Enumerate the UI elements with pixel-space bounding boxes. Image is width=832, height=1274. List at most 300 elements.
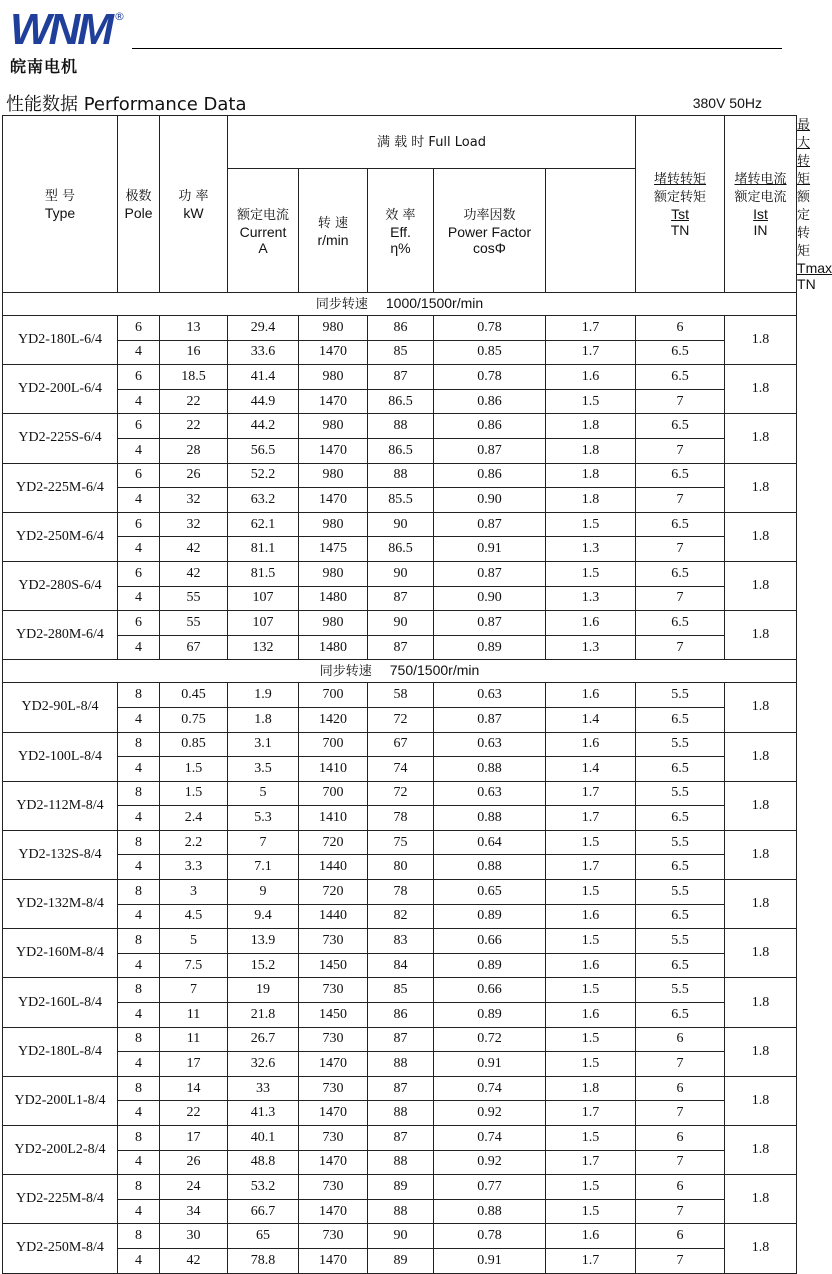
table-row: [3, 781, 797, 806]
max-torque-cell: 1.8: [725, 414, 797, 463]
table-row: [3, 806, 797, 831]
data-cell: 730: [299, 1224, 368, 1249]
data-cell: 1.5: [546, 1175, 636, 1200]
data-cell: 4: [118, 438, 160, 463]
model-type-cell: YD2-160L-8/4: [3, 978, 118, 1027]
table-row: [3, 561, 797, 586]
data-cell: 6.5: [636, 1003, 725, 1028]
data-cell: 0.89: [434, 635, 546, 660]
data-cell: 980: [299, 611, 368, 636]
data-cell: 1.5: [546, 512, 636, 537]
max-torque-cell: 1.8: [725, 1027, 797, 1076]
data-cell: 6.5: [636, 414, 725, 439]
max-torque-cell: 1.8: [725, 1175, 797, 1224]
table-header: 型 号 Type 极数 Pole 功 率 kW 满 载 时 Full Load 堵转转矩 额定转矩 Tst TN 堵转电流 额定电流 Ist IN 最大转矩 额定转矩 Tmax TN 额定电流 Current A 转 速 r/min 效 率 Eff. η% 功率因数 Power Factor cosΦ: [3, 116, 797, 293]
model-type-cell: YD2-225M-6/4: [3, 463, 118, 512]
data-cell: 90: [368, 1224, 434, 1249]
data-cell: 24: [160, 1175, 228, 1200]
data-cell: 22: [160, 1101, 228, 1126]
data-cell: 87: [368, 586, 434, 611]
data-cell: 1.4: [546, 707, 636, 732]
data-cell: 48.8: [228, 1150, 299, 1175]
data-cell: 5.5: [636, 929, 725, 954]
col-power: 功 率 kW: [160, 116, 228, 293]
data-cell: 53.2: [228, 1175, 299, 1200]
max-torque-cell: 1.8: [725, 316, 797, 365]
data-cell: 0.63: [434, 683, 546, 708]
data-cell: 0.77: [434, 1175, 546, 1200]
data-cell: 4: [118, 1052, 160, 1077]
model-type-cell: YD2-132M-8/4: [3, 880, 118, 929]
data-cell: 80: [368, 855, 434, 880]
data-cell: 0.89: [434, 953, 546, 978]
data-cell: 4: [118, 389, 160, 414]
data-cell: 730: [299, 1027, 368, 1052]
data-cell: 0.89: [434, 1003, 546, 1028]
data-cell: 1.7: [546, 316, 636, 341]
data-cell: 1470: [299, 1150, 368, 1175]
data-cell: 1470: [299, 488, 368, 513]
data-cell: 85.5: [368, 488, 434, 513]
data-cell: 6: [118, 316, 160, 341]
section-label: [3, 660, 797, 683]
table-row: [3, 904, 797, 929]
data-cell: 0.74: [434, 1076, 546, 1101]
data-cell: 81.5: [228, 561, 299, 586]
data-cell: 1.8: [546, 488, 636, 513]
table-row: [3, 757, 797, 782]
model-type-cell: YD2-280S-6/4: [3, 561, 118, 610]
data-cell: 6: [118, 512, 160, 537]
data-cell: 4: [118, 707, 160, 732]
max-torque-cell: 1.8: [725, 561, 797, 610]
data-cell: 9.4: [228, 904, 299, 929]
data-cell: 17: [160, 1126, 228, 1151]
data-cell: 78.8: [228, 1248, 299, 1273]
data-cell: 5.5: [636, 732, 725, 757]
data-cell: 72: [368, 781, 434, 806]
data-cell: 88: [368, 463, 434, 488]
data-cell: 4: [118, 1003, 160, 1028]
data-cell: 0.88: [434, 1199, 546, 1224]
data-cell: 5.5: [636, 683, 725, 708]
data-cell: 8: [118, 1224, 160, 1249]
data-cell: 7: [636, 635, 725, 660]
data-cell: 0.92: [434, 1150, 546, 1175]
data-cell: 0.85: [434, 340, 546, 365]
table-row: [3, 1248, 797, 1273]
max-torque-cell: 1.8: [725, 611, 797, 660]
data-cell: 8: [118, 781, 160, 806]
table-row: [3, 635, 797, 660]
data-cell: 18.5: [160, 365, 228, 390]
section-label-cn: 同步转速: [319, 664, 372, 680]
data-cell: 87: [368, 1027, 434, 1052]
data-cell: 7: [160, 978, 228, 1003]
data-cell: 40.1: [228, 1126, 299, 1151]
max-torque-cell: 1.8: [725, 880, 797, 929]
table-row: [3, 855, 797, 880]
data-cell: 6: [636, 316, 725, 341]
performance-table: [2, 115, 832, 1274]
data-cell: 6.5: [636, 707, 725, 732]
data-cell: 0.72: [434, 1027, 546, 1052]
model-type-cell: YD2-225M-8/4: [3, 1175, 118, 1224]
data-cell: 7: [636, 438, 725, 463]
max-torque-cell: 1.8: [725, 1224, 797, 1273]
table-row: [3, 512, 797, 537]
data-cell: 0.88: [434, 757, 546, 782]
data-cell: 7: [636, 488, 725, 513]
data-cell: 67: [160, 635, 228, 660]
data-cell: 0.64: [434, 830, 546, 855]
col-type: 型 号 Type: [3, 116, 118, 293]
data-cell: 1470: [299, 438, 368, 463]
data-cell: 1440: [299, 855, 368, 880]
data-cell: 32: [160, 512, 228, 537]
data-cell: 8: [118, 929, 160, 954]
data-cell: 16: [160, 340, 228, 365]
data-cell: 107: [228, 586, 299, 611]
data-cell: 1410: [299, 806, 368, 831]
data-cell: 1470: [299, 1101, 368, 1126]
data-cell: 8: [118, 683, 160, 708]
data-cell: 6.5: [636, 561, 725, 586]
data-cell: 1470: [299, 1052, 368, 1077]
data-cell: 88: [368, 1101, 434, 1126]
col-power-factor: 功率因数 Power Factor cosΦ: [434, 169, 546, 293]
data-cell: 1.6: [546, 365, 636, 390]
table-row: [3, 463, 797, 488]
table-row: [3, 1052, 797, 1077]
data-cell: 32.6: [228, 1052, 299, 1077]
data-cell: 6.5: [636, 611, 725, 636]
data-cell: 1.7: [546, 1101, 636, 1126]
data-cell: 72: [368, 707, 434, 732]
data-cell: 6.5: [636, 757, 725, 782]
max-torque-cell: 1.8: [725, 1126, 797, 1175]
voltage-frequency-spec: 380V 50Hz: [692, 95, 762, 111]
data-cell: 29.4: [228, 316, 299, 341]
data-cell: 1.3: [546, 586, 636, 611]
data-cell: 720: [299, 830, 368, 855]
data-cell: 1.5: [546, 389, 636, 414]
max-torque-cell: 1.8: [725, 781, 797, 830]
data-cell: 9: [228, 880, 299, 905]
data-cell: 730: [299, 929, 368, 954]
data-cell: 5.3: [228, 806, 299, 831]
data-cell: 6: [118, 611, 160, 636]
section-header-row: [3, 293, 797, 316]
data-cell: 89: [368, 1175, 434, 1200]
data-cell: 7: [636, 389, 725, 414]
data-cell: 30: [160, 1224, 228, 1249]
table-row: [3, 586, 797, 611]
data-cell: 0.88: [434, 855, 546, 880]
data-cell: 6.5: [636, 463, 725, 488]
table-row: [3, 611, 797, 636]
data-cell: 14: [160, 1076, 228, 1101]
data-cell: 8: [118, 978, 160, 1003]
brand-name-cn: 皖南电机: [10, 57, 79, 76]
data-cell: 4: [118, 488, 160, 513]
data-cell: 1.6: [546, 1003, 636, 1028]
data-cell: 66.7: [228, 1199, 299, 1224]
data-cell: 0.86: [434, 463, 546, 488]
table-row: [3, 978, 797, 1003]
table-row: [3, 732, 797, 757]
data-cell: 55: [160, 586, 228, 611]
data-cell: 87: [368, 1126, 434, 1151]
data-cell: 980: [299, 561, 368, 586]
data-cell: 1.6: [546, 904, 636, 929]
data-cell: 1.5: [160, 781, 228, 806]
data-cell: 86.5: [368, 537, 434, 562]
table-row: [3, 316, 797, 341]
data-cell: 0.63: [434, 781, 546, 806]
data-cell: 2.2: [160, 830, 228, 855]
data-cell: 7: [228, 830, 299, 855]
data-cell: 1.7: [546, 340, 636, 365]
table-body: [3, 293, 797, 1274]
max-torque-cell: 1.8: [725, 732, 797, 781]
data-cell: 1.6: [546, 732, 636, 757]
data-cell: 6.5: [636, 855, 725, 880]
data-cell: 22: [160, 414, 228, 439]
data-cell: 65: [228, 1224, 299, 1249]
table-row: [3, 1076, 797, 1101]
data-cell: 1.7: [546, 1248, 636, 1273]
data-cell: 4: [118, 953, 160, 978]
data-cell: 87: [368, 365, 434, 390]
table-row: [3, 830, 797, 855]
data-cell: 1.3: [546, 635, 636, 660]
max-torque-cell: 1.8: [725, 1076, 797, 1125]
data-cell: 1.7: [546, 1150, 636, 1175]
data-cell: 88: [368, 1150, 434, 1175]
table-row: [3, 537, 797, 562]
data-cell: 4: [118, 806, 160, 831]
data-cell: 0.78: [434, 365, 546, 390]
table-row: [3, 953, 797, 978]
data-cell: 52.2: [228, 463, 299, 488]
data-cell: 6.5: [636, 512, 725, 537]
data-cell: 0.66: [434, 978, 546, 1003]
data-cell: 1410: [299, 757, 368, 782]
data-cell: 4: [118, 904, 160, 929]
table-row: [3, 1126, 797, 1151]
max-torque-cell: 1.8: [725, 978, 797, 1027]
data-cell: 0.45: [160, 683, 228, 708]
model-type-cell: YD2-225S-6/4: [3, 414, 118, 463]
data-cell: 1.8: [546, 1076, 636, 1101]
data-cell: 33.6: [228, 340, 299, 365]
data-cell: 6.5: [636, 365, 725, 390]
data-cell: 1.3: [546, 537, 636, 562]
data-cell: 2.4: [160, 806, 228, 831]
max-torque-cell: 1.8: [725, 830, 797, 879]
data-cell: 8: [118, 1027, 160, 1052]
data-cell: 0.78: [434, 1224, 546, 1249]
data-cell: 1440: [299, 904, 368, 929]
data-cell: 4: [118, 1248, 160, 1273]
data-cell: 86: [368, 1003, 434, 1028]
data-cell: 8: [118, 1076, 160, 1101]
data-cell: 15.2: [228, 953, 299, 978]
table-row: [3, 1224, 797, 1249]
data-cell: 0.91: [434, 537, 546, 562]
table-row: [3, 365, 797, 390]
table-row: [3, 707, 797, 732]
max-torque-cell: 1.8: [725, 929, 797, 978]
model-type-cell: YD2-200L-6/4: [3, 365, 118, 414]
data-cell: 6: [636, 1126, 725, 1151]
data-cell: 44.2: [228, 414, 299, 439]
data-cell: 7: [636, 1199, 725, 1224]
data-cell: 0.91: [434, 1052, 546, 1077]
data-cell: 8: [118, 880, 160, 905]
data-cell: 700: [299, 781, 368, 806]
data-cell: 6: [636, 1027, 725, 1052]
data-cell: 0.66: [434, 929, 546, 954]
data-cell: 90: [368, 561, 434, 586]
logo-wordmark: WNM: [10, 5, 111, 54]
data-cell: 0.65: [434, 880, 546, 905]
data-cell: 5.5: [636, 781, 725, 806]
data-cell: 75: [368, 830, 434, 855]
data-cell: 4: [118, 537, 160, 562]
data-cell: 1.5: [546, 929, 636, 954]
model-type-cell: YD2-160M-8/4: [3, 929, 118, 978]
table-row: [3, 1199, 797, 1224]
col-locked-rotor-torque: 堵转转矩 额定转矩 Tst TN: [636, 116, 725, 293]
data-cell: 720: [299, 880, 368, 905]
data-cell: 7.5: [160, 953, 228, 978]
data-cell: 730: [299, 978, 368, 1003]
model-type-cell: YD2-200L1-8/4: [3, 1076, 118, 1125]
data-cell: 1.8: [228, 707, 299, 732]
page-title: 性能数据 Performance Data: [6, 94, 247, 115]
data-cell: 1.6: [546, 953, 636, 978]
data-cell: 13.9: [228, 929, 299, 954]
data-cell: 1470: [299, 1248, 368, 1273]
data-cell: 1.6: [546, 1224, 636, 1249]
data-cell: 6: [118, 414, 160, 439]
data-cell: 26: [160, 1150, 228, 1175]
model-type-cell: YD2-90L-8/4: [3, 683, 118, 732]
data-cell: 55: [160, 611, 228, 636]
data-cell: 33: [228, 1076, 299, 1101]
data-cell: 1.7: [546, 855, 636, 880]
data-cell: 5.5: [636, 978, 725, 1003]
data-cell: 107: [228, 611, 299, 636]
data-cell: 4: [118, 586, 160, 611]
data-cell: 7: [636, 1101, 725, 1126]
data-cell: 3: [160, 880, 228, 905]
table-row: [3, 1003, 797, 1028]
data-cell: 22: [160, 389, 228, 414]
data-cell: 28: [160, 438, 228, 463]
table-row: [3, 929, 797, 954]
data-cell: 0.74: [434, 1126, 546, 1151]
data-cell: 86: [368, 316, 434, 341]
data-cell: 1.8: [546, 414, 636, 439]
data-cell: 980: [299, 512, 368, 537]
data-cell: 42: [160, 537, 228, 562]
data-cell: 4: [118, 1199, 160, 1224]
section-label-speed: 1000/1500r/min: [385, 295, 484, 311]
registered-mark: ®: [114, 10, 125, 23]
model-type-cell: YD2-280M-6/4: [3, 611, 118, 660]
data-cell: 82: [368, 904, 434, 929]
col-full-load: 满 载 时 Full Load: [228, 116, 636, 169]
data-cell: 1.8: [546, 438, 636, 463]
data-cell: 6: [636, 1224, 725, 1249]
data-cell: 87: [368, 1076, 434, 1101]
data-cell: 74: [368, 757, 434, 782]
data-cell: 19: [228, 978, 299, 1003]
data-cell: 21.8: [228, 1003, 299, 1028]
max-torque-cell: 1.8: [725, 365, 797, 414]
data-cell: 0.89: [434, 904, 546, 929]
data-cell: 700: [299, 732, 368, 757]
data-cell: 1.7: [546, 806, 636, 831]
data-cell: 86.5: [368, 438, 434, 463]
table-row: [3, 1150, 797, 1175]
data-cell: 0.87: [434, 438, 546, 463]
data-cell: 0.87: [434, 512, 546, 537]
data-cell: 88: [368, 414, 434, 439]
data-cell: 6: [636, 1076, 725, 1101]
data-cell: 42: [160, 561, 228, 586]
data-cell: 85: [368, 340, 434, 365]
data-cell: 1.5: [546, 1027, 636, 1052]
data-cell: 980: [299, 365, 368, 390]
max-torque-cell: 1.8: [725, 512, 797, 561]
data-cell: 34: [160, 1199, 228, 1224]
data-cell: 1.8: [546, 463, 636, 488]
data-cell: 1.5: [546, 830, 636, 855]
data-cell: 42: [160, 1248, 228, 1273]
data-cell: 4.5: [160, 904, 228, 929]
data-cell: 980: [299, 414, 368, 439]
data-cell: 4: [118, 340, 160, 365]
data-cell: 1475: [299, 537, 368, 562]
data-cell: 7: [636, 586, 725, 611]
col-pole: 极数 Pole: [118, 116, 160, 293]
data-cell: 1.7: [546, 781, 636, 806]
data-cell: 1.5: [546, 1052, 636, 1077]
data-cell: 0.91: [434, 1248, 546, 1273]
data-cell: 90: [368, 512, 434, 537]
data-cell: 0.92: [434, 1101, 546, 1126]
data-cell: 78: [368, 806, 434, 831]
data-cell: 8: [118, 1175, 160, 1200]
table-row: [3, 880, 797, 905]
table-row: [3, 389, 797, 414]
data-cell: 0.86: [434, 414, 546, 439]
data-cell: 67: [368, 732, 434, 757]
data-cell: 7: [636, 1052, 725, 1077]
data-cell: 6.5: [636, 806, 725, 831]
data-cell: 32: [160, 488, 228, 513]
table-row: [3, 683, 797, 708]
data-cell: 78: [368, 880, 434, 905]
data-cell: 1470: [299, 389, 368, 414]
model-type-cell: YD2-250M-6/4: [3, 512, 118, 561]
data-cell: 980: [299, 463, 368, 488]
model-type-cell: YD2-100L-8/4: [3, 732, 118, 781]
